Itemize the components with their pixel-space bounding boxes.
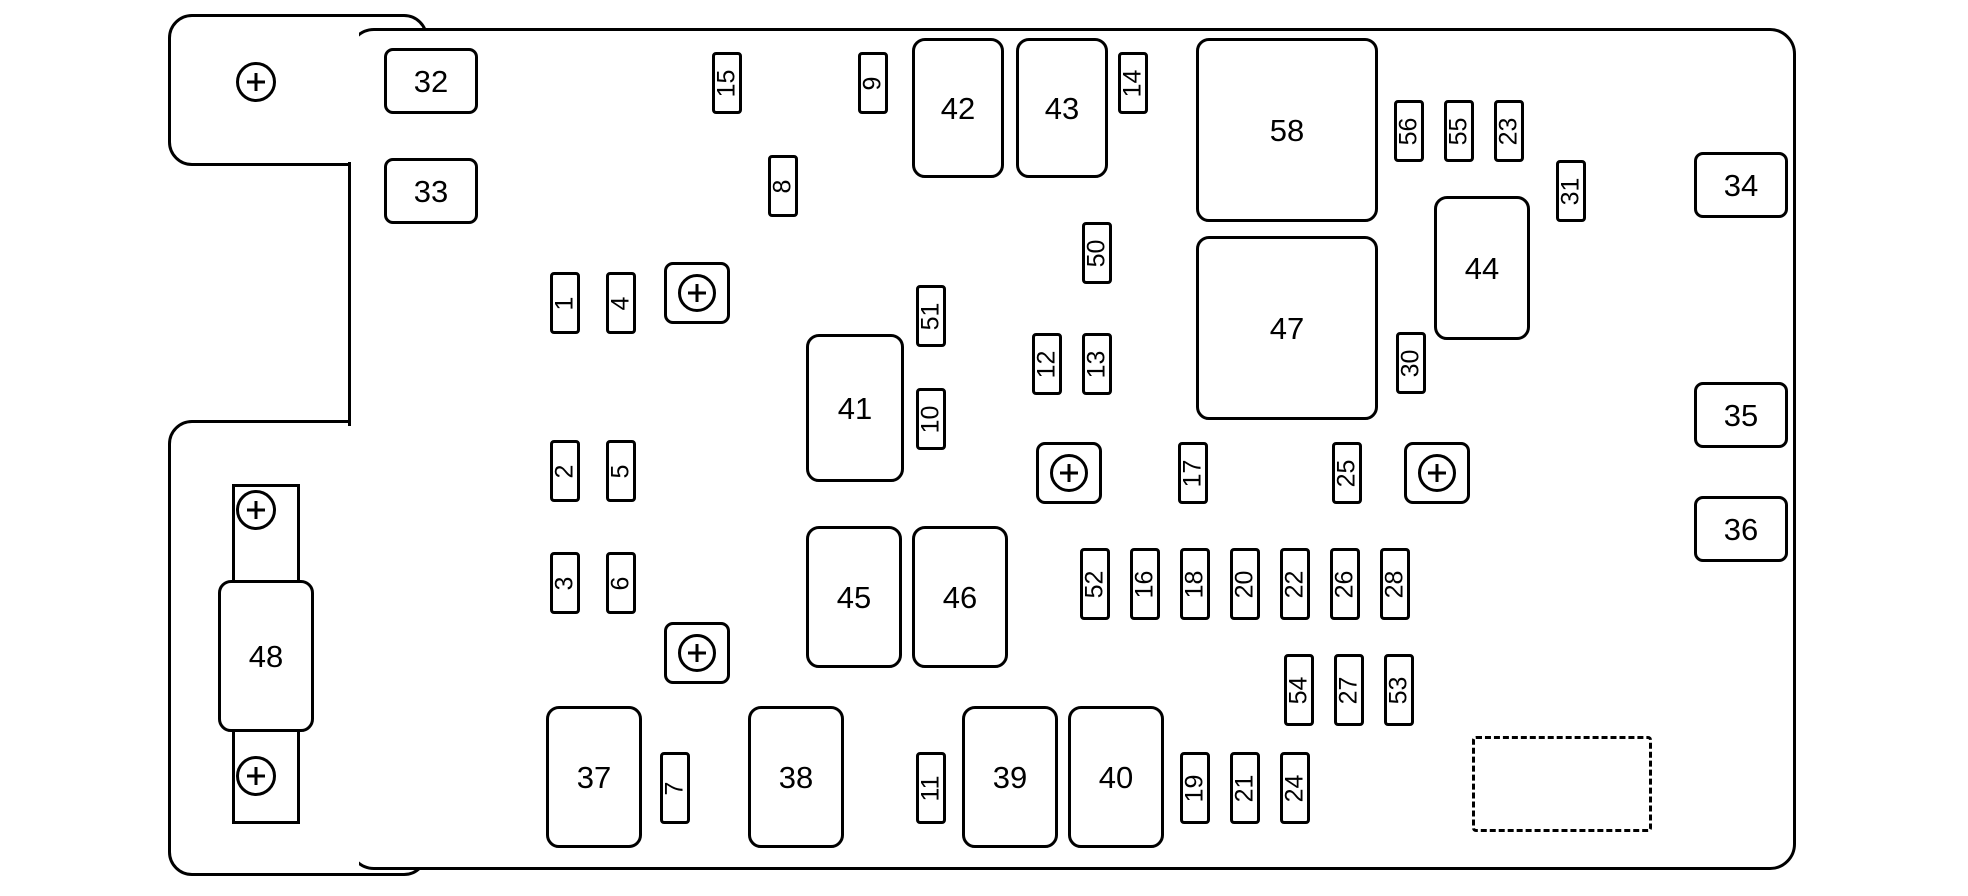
fuse-slot-48[interactable] <box>218 580 314 732</box>
fuse-slot-26[interactable] <box>1330 548 1360 620</box>
fuse-slot-label-43: 43 <box>1044 90 1080 126</box>
fuse-slot-label-26: 26 <box>1330 570 1359 598</box>
fuse-slot-label-38: 38 <box>778 759 814 795</box>
screw-icon <box>236 490 276 530</box>
fuse-slot-15[interactable] <box>712 52 742 114</box>
fuse-slot-1[interactable] <box>550 272 580 334</box>
fuse-slot-40[interactable] <box>1068 706 1164 848</box>
fuse-slot-label-30: 30 <box>1396 349 1425 377</box>
fuse-slot-32[interactable] <box>384 48 478 114</box>
fuse-slot-35[interactable] <box>1694 382 1788 448</box>
fuse-slot-label-22: 22 <box>1280 570 1309 598</box>
screw-upper-left <box>236 62 280 106</box>
fuse-slot-label-17: 17 <box>1178 459 1207 487</box>
fuse-slot-19[interactable] <box>1180 752 1210 824</box>
fuse-slot-label-40: 40 <box>1098 759 1134 795</box>
fuse-slot-label-31: 31 <box>1556 177 1585 205</box>
fuse-slot-8[interactable] <box>768 155 798 217</box>
fuse-slot-label-37: 37 <box>576 759 612 795</box>
screw-icon <box>1050 454 1088 492</box>
fuse-slot-label-42: 42 <box>940 90 976 126</box>
screw-fuse48-top <box>236 490 280 534</box>
fuse-slot-12[interactable] <box>1032 333 1062 395</box>
fuse-slot-2[interactable] <box>550 440 580 502</box>
fuse-slot-52[interactable] <box>1080 548 1110 620</box>
fuse-slot-label-9: 9 <box>858 76 887 90</box>
fuse-slot-10[interactable] <box>916 388 946 450</box>
fuse-slot-39[interactable] <box>962 706 1058 848</box>
fuse-slot-label-27: 27 <box>1334 676 1363 704</box>
fuse-slot-43[interactable] <box>1016 38 1108 178</box>
fuse-slot-7[interactable] <box>660 752 690 824</box>
empty-slot[interactable] <box>1472 736 1652 832</box>
fuse-slot-54[interactable] <box>1284 654 1314 726</box>
fuse-slot-28[interactable] <box>1380 548 1410 620</box>
screw-icon <box>236 756 276 796</box>
fuse-slot-label-51: 51 <box>916 302 945 330</box>
fuse-slot-14[interactable] <box>1118 52 1148 114</box>
fuse-slot-label-50: 50 <box>1082 239 1111 267</box>
fuse-slot-label-33: 33 <box>413 173 449 209</box>
fuse-slot-58[interactable] <box>1196 38 1378 222</box>
fuse-slot-17[interactable] <box>1178 442 1208 504</box>
fuse-slot-51[interactable] <box>916 285 946 347</box>
fuse-slot-16[interactable] <box>1130 548 1160 620</box>
fuse-slot-label-21: 21 <box>1230 774 1259 802</box>
fuse-slot-36[interactable] <box>1694 496 1788 562</box>
fuse-slot-37[interactable] <box>546 706 642 848</box>
fuse-slot-45[interactable] <box>806 526 902 668</box>
fuse-slot-50[interactable] <box>1082 222 1112 284</box>
screw-center-middle <box>1036 442 1102 504</box>
fuse-slot-label-55: 55 <box>1444 117 1473 145</box>
fuse-slot-label-1: 1 <box>550 296 579 310</box>
fuse-slot-label-18: 18 <box>1180 570 1209 598</box>
fuse-slot-21[interactable] <box>1230 752 1260 824</box>
screw-center-right <box>1404 442 1470 504</box>
screw-fuse48-bottom <box>236 756 280 800</box>
fuse-slot-23[interactable] <box>1494 100 1524 162</box>
fuse-slot-label-11: 11 <box>916 775 945 801</box>
fuse-slot-38[interactable] <box>748 706 844 848</box>
fuse-slot-47[interactable] <box>1196 236 1378 420</box>
fuse-slot-label-36: 36 <box>1723 511 1759 547</box>
screw-icon <box>1418 454 1456 492</box>
fuse-slot-label-16: 16 <box>1130 570 1159 598</box>
fuse-slot-label-4: 4 <box>606 296 635 310</box>
fuse-slot-53[interactable] <box>1384 654 1414 726</box>
fuse-slot-label-23: 23 <box>1494 117 1523 145</box>
fuse-slot-label-25: 25 <box>1332 459 1361 487</box>
fuse-slot-31[interactable] <box>1556 160 1586 222</box>
fuse-slot-label-48: 48 <box>248 638 284 674</box>
fuse-slot-4[interactable] <box>606 272 636 334</box>
fuse-slot-label-24: 24 <box>1280 774 1309 802</box>
screw-icon <box>678 274 716 312</box>
fuse-slot-label-2: 2 <box>550 464 579 478</box>
fuse-slot-11[interactable] <box>916 752 946 824</box>
fuse-slot-label-45: 45 <box>836 579 872 615</box>
fuse-slot-55[interactable] <box>1444 100 1474 162</box>
fuse-slot-6[interactable] <box>606 552 636 614</box>
fuse-slot-46[interactable] <box>912 526 1008 668</box>
fuse-slot-56[interactable] <box>1394 100 1424 162</box>
fuse-slot-label-6: 6 <box>606 576 635 590</box>
fuse-slot-label-15: 15 <box>712 69 741 97</box>
fuse-slot-24[interactable] <box>1280 752 1310 824</box>
fuse-slot-label-54: 54 <box>1284 676 1313 704</box>
fuse-slot-label-19: 19 <box>1180 774 1209 802</box>
fuse-slot-44[interactable] <box>1434 196 1530 340</box>
fuse-slot-34[interactable] <box>1694 152 1788 218</box>
fuse-slot-label-52: 52 <box>1080 570 1109 598</box>
fuse-slot-label-39: 39 <box>992 759 1028 795</box>
fuse-slot-label-12: 12 <box>1032 350 1061 378</box>
fuse-slot-label-56: 56 <box>1394 117 1423 145</box>
fuse-slot-5[interactable] <box>606 440 636 502</box>
seam-upper <box>345 20 359 162</box>
fuse-slot-label-32: 32 <box>413 63 449 99</box>
fuse-slot-label-58: 58 <box>1269 112 1305 148</box>
fuse-slot-label-34: 34 <box>1723 167 1759 203</box>
fuse-slot-label-7: 7 <box>660 781 689 795</box>
fuse-slot-42[interactable] <box>912 38 1004 178</box>
fuse-slot-label-44: 44 <box>1464 250 1500 286</box>
fuse-slot-label-8: 8 <box>768 179 797 193</box>
fuse-slot-label-10: 10 <box>916 405 945 433</box>
fuse-slot-label-13: 13 <box>1082 350 1111 378</box>
fuse-slot-3[interactable] <box>550 552 580 614</box>
screw-center-upper <box>664 262 730 324</box>
fuse-slot-27[interactable] <box>1334 654 1364 726</box>
fuse-slot-label-28: 28 <box>1380 570 1409 598</box>
fuse-slot-18[interactable] <box>1180 548 1210 620</box>
fuse-slot-22[interactable] <box>1280 548 1310 620</box>
screw-icon <box>236 62 276 102</box>
fuse-slot-label-14: 14 <box>1118 69 1147 97</box>
fuse-slot-label-41: 41 <box>837 390 873 426</box>
fuse-slot-label-20: 20 <box>1230 570 1259 598</box>
fuse-slot-label-47: 47 <box>1269 310 1305 346</box>
fuse-slot-41[interactable] <box>806 334 904 482</box>
fuse-slot-20[interactable] <box>1230 548 1260 620</box>
screw-icon <box>678 634 716 672</box>
fuse-slot-13[interactable] <box>1082 333 1112 395</box>
fuse-slot-25[interactable] <box>1332 442 1362 504</box>
screw-center-lower <box>664 622 730 684</box>
fuse-slot-30[interactable] <box>1396 332 1426 394</box>
fuse-slot-label-53: 53 <box>1384 676 1413 704</box>
fuse-slot-9[interactable] <box>858 52 888 114</box>
fuse-slot-label-5: 5 <box>606 464 635 478</box>
fuse-slot-label-3: 3 <box>550 576 579 590</box>
seam-lower <box>345 426 359 870</box>
fuse-slot-33[interactable] <box>384 158 478 224</box>
fuse-slot-label-35: 35 <box>1723 397 1759 433</box>
fuse-slot-label-46: 46 <box>942 579 978 615</box>
